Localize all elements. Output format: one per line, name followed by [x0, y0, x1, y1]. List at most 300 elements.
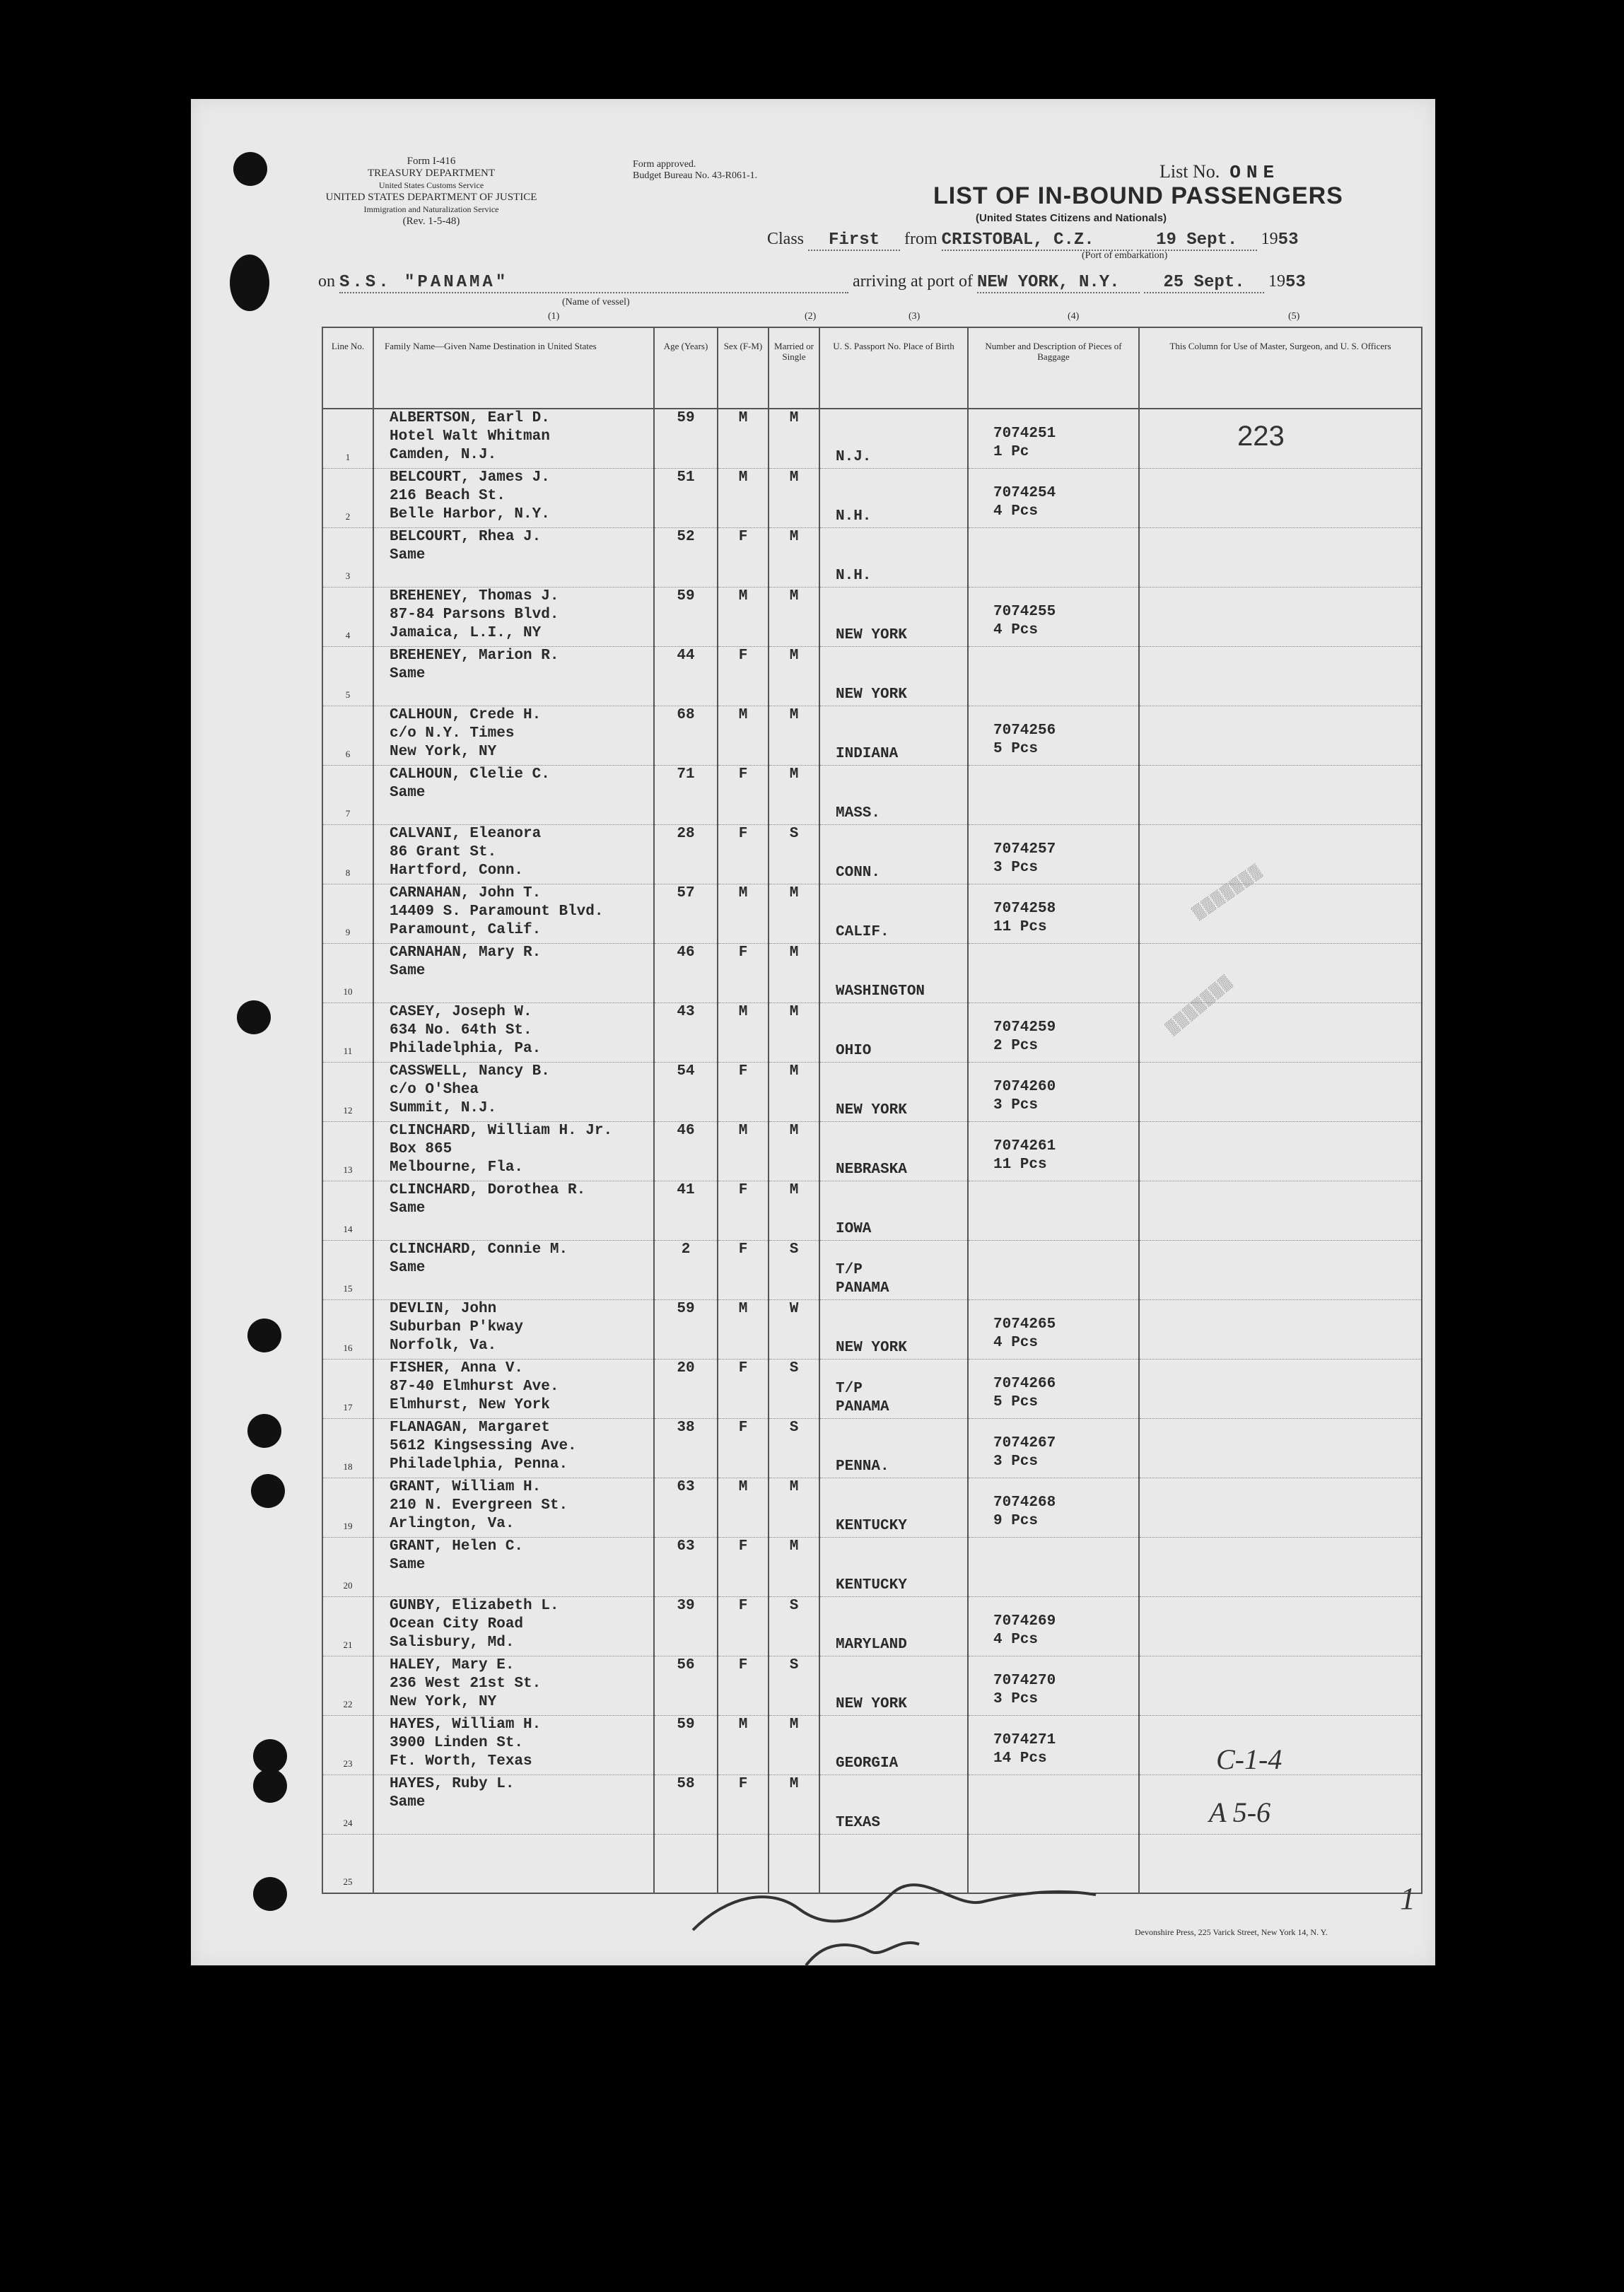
passenger-sex: M	[718, 409, 769, 468]
punch-hole	[253, 1877, 287, 1911]
baggage	[968, 409, 1139, 468]
place-of-birth-text: NEBRASKA	[836, 1161, 907, 1178]
place-of-birth	[819, 824, 968, 884]
passenger-name	[373, 646, 654, 706]
officer-column	[1139, 1774, 1422, 1834]
year: 53	[1285, 273, 1306, 292]
line-number-text: 17	[343, 1401, 353, 1413]
passenger-name	[373, 1062, 654, 1121]
line-number-text: 12	[343, 1104, 353, 1116]
baggage	[968, 765, 1139, 824]
line-number	[322, 409, 373, 468]
column-number: (3)	[909, 311, 921, 322]
header-age: Age (Years)	[654, 327, 718, 409]
ink-stamp: ▒▒▒▒▒▒▒	[1190, 862, 1265, 921]
officer-column	[1139, 1834, 1422, 1893]
officer-note: 223	[1237, 421, 1285, 452]
punch-hole	[253, 1769, 287, 1803]
passenger-age: 58	[654, 1774, 718, 1834]
baggage-text	[969, 1775, 1138, 1791]
port-embarkation: CRISTOBAL, C.Z.	[942, 230, 1133, 251]
baggage-text: 7074259 2 Pcs	[993, 1019, 1056, 1054]
marital-status: S	[769, 1240, 819, 1299]
place-of-birth	[819, 1062, 968, 1121]
passenger-name-text: BREHENEY, Marion R. Same	[390, 647, 559, 682]
table-row	[322, 468, 1422, 527]
column-number: (1)	[548, 311, 560, 322]
passenger-name	[373, 1478, 654, 1537]
passenger-sex: M	[718, 1299, 769, 1359]
passenger-age: 71	[654, 765, 718, 824]
arrival-date: 25 Sept.	[1144, 273, 1264, 293]
officer-column	[1139, 468, 1422, 527]
baggage	[968, 1002, 1139, 1062]
line-number	[322, 1834, 373, 1893]
place-of-birth	[819, 1181, 968, 1240]
baggage-text	[969, 1835, 1138, 1850]
place-of-birth-text: NEW YORK	[836, 1101, 907, 1118]
baggage-text: 7074265 4 Pcs	[993, 1316, 1056, 1351]
page-number: 1	[1400, 1881, 1415, 1916]
baggage	[968, 1181, 1139, 1240]
passenger-name	[373, 1181, 654, 1240]
marital-status: M	[769, 646, 819, 706]
officer-column	[1139, 646, 1422, 706]
table-row	[322, 1299, 1422, 1359]
line-number	[322, 943, 373, 1002]
passenger-age: 46	[654, 1121, 718, 1181]
place-of-birth	[819, 884, 968, 943]
line-number-text: 10	[343, 986, 353, 997]
passenger-name-text: GRANT, William H. 210 N. Evergreen St. Arlington, Va.	[390, 1478, 568, 1532]
list-number	[1159, 161, 1280, 183]
baggage	[968, 1656, 1139, 1715]
punch-hole	[247, 1319, 281, 1352]
line-number-text: 4	[345, 629, 351, 641]
line-number-text: 14	[343, 1223, 353, 1234]
officer-column	[1139, 1596, 1422, 1656]
line-number	[322, 1656, 373, 1715]
line-number	[322, 1596, 373, 1656]
marital-status: M	[769, 409, 819, 468]
line-number	[322, 1774, 373, 1834]
place-of-birth-text: KENTUCKY	[836, 1517, 907, 1534]
passenger-age: 43	[654, 1002, 718, 1062]
line-number	[322, 706, 373, 765]
line-number	[322, 1478, 373, 1537]
line-number	[322, 1537, 373, 1596]
form-page	[191, 99, 1435, 1965]
table-row	[322, 1240, 1422, 1299]
passenger-sex: F	[718, 1656, 769, 1715]
customs-service: United States Customs Service	[378, 180, 484, 190]
vessel-line	[318, 272, 1421, 293]
marital-status: M	[769, 884, 819, 943]
place-of-birth-text: TEXAS	[836, 1814, 881, 1831]
passenger-sex: M	[718, 1478, 769, 1537]
place-of-birth-text: NEW YORK	[836, 1695, 907, 1712]
passenger-sex: F	[718, 1181, 769, 1240]
approval-note	[633, 159, 757, 182]
place-of-birth-text: N.H.	[836, 508, 872, 525]
passenger-name-text: CLINCHARD, William H. Jr. Box 865 Melbourne, Fla.	[390, 1122, 613, 1176]
list-label: List No.	[1159, 161, 1220, 182]
baggage	[968, 1537, 1139, 1596]
passenger-sex: F	[718, 765, 769, 824]
baggage	[968, 587, 1139, 646]
line-number	[322, 884, 373, 943]
passenger-sex: F	[718, 527, 769, 587]
passenger-sex: F	[718, 824, 769, 884]
passenger-name-text: GRANT, Helen C. Same	[390, 1538, 524, 1573]
place-of-birth	[819, 1299, 968, 1359]
passenger-sex: M	[718, 1002, 769, 1062]
header-sex: Sex (F-M)	[718, 327, 769, 409]
place-of-birth	[819, 1121, 968, 1181]
officer-column	[1139, 706, 1422, 765]
passenger-age: 38	[654, 1418, 718, 1478]
table-row	[322, 1656, 1422, 1715]
place-of-birth	[819, 468, 968, 527]
place-of-birth-text: OHIO	[836, 1042, 872, 1059]
officer-column	[1139, 587, 1422, 646]
table-row	[322, 1478, 1422, 1537]
baggage-text	[969, 647, 1138, 662]
passenger-name	[373, 527, 654, 587]
officer-column	[1139, 1478, 1422, 1537]
passenger-age: 59	[654, 1299, 718, 1359]
place-of-birth	[819, 765, 968, 824]
officer-column	[1139, 824, 1422, 884]
marital-status: M	[769, 706, 819, 765]
passenger-name	[373, 587, 654, 646]
place-of-birth-text: MASS.	[836, 805, 881, 822]
passenger-age: 46	[654, 943, 718, 1002]
passenger-name-text: CARNAHAN, Mary R. Same	[390, 944, 542, 979]
line-number-text: 6	[345, 748, 351, 759]
passenger-name-text: HAYES, Ruby L. Same	[390, 1775, 515, 1811]
officer-column	[1139, 1359, 1422, 1418]
place-of-birth-text: PENNA.	[836, 1458, 889, 1475]
marital-status: M	[769, 1062, 819, 1121]
officer-column	[1139, 1418, 1422, 1478]
justice-dept: UNITED STATES DEPARTMENT OF JUSTICE	[325, 192, 537, 203]
baggage	[968, 824, 1139, 884]
marital-status: M	[769, 1002, 819, 1062]
punch-hole	[237, 1000, 271, 1034]
passenger-name-text: ALBERTSON, Earl D. Hotel Walt Whitman Camden, N.J.	[390, 410, 550, 463]
table-row	[322, 1121, 1422, 1181]
baggage-text: 7074260 3 Pcs	[993, 1078, 1056, 1113]
marital-status: S	[769, 1359, 819, 1418]
passenger-name	[373, 1299, 654, 1359]
passenger-age: 57	[654, 884, 718, 943]
passenger-name-text: CARNAHAN, John T. 14409 S. Paramount Blvd. Paramount, Calif.	[390, 884, 604, 938]
ins-service: Immigration and Naturalization Service	[363, 204, 499, 214]
passenger-name-text: HALEY, Mary E. 236 West 21st St. New York, NY	[390, 1656, 542, 1710]
passenger-sex: F	[718, 646, 769, 706]
passenger-name	[373, 1834, 654, 1893]
place-of-birth	[819, 1002, 968, 1062]
passenger-name	[373, 1537, 654, 1596]
passenger-age: 56	[654, 1656, 718, 1715]
baggage-text: 7074256 5 Pcs	[993, 722, 1056, 757]
passenger-age: 2	[654, 1240, 718, 1299]
baggage-text: 7074261 11 Pcs	[993, 1138, 1056, 1173]
table-row	[322, 587, 1422, 646]
place-of-birth	[819, 646, 968, 706]
place-of-birth-text: KENTUCKY	[836, 1577, 907, 1594]
passenger-name	[373, 1418, 654, 1478]
table-row	[322, 1181, 1422, 1240]
line-number	[322, 1240, 373, 1299]
line-number-text: 9	[345, 926, 351, 937]
punch-hole	[247, 1414, 281, 1448]
baggage	[968, 1062, 1139, 1121]
passenger-age: 63	[654, 1537, 718, 1596]
passenger-name-text: BELCOURT, Rhea J. Same	[390, 528, 542, 563]
place-of-birth	[819, 1240, 968, 1299]
passenger-age: 68	[654, 706, 718, 765]
line-number	[322, 468, 373, 527]
marital-status: M	[769, 1537, 819, 1596]
baggage	[968, 646, 1139, 706]
officer-column	[1139, 1181, 1422, 1240]
table-row	[322, 1062, 1422, 1121]
line-number	[322, 1181, 373, 1240]
officer-column	[1139, 1656, 1422, 1715]
marital-status: M	[769, 943, 819, 1002]
baggage-text: 7074255 4 Pcs	[993, 603, 1056, 638]
passenger-sex: M	[718, 468, 769, 527]
table-row	[322, 1537, 1422, 1596]
line-number	[322, 1715, 373, 1774]
baggage-text	[969, 1241, 1138, 1256]
line-number-text: 2	[345, 510, 351, 522]
place-of-birth	[819, 1537, 968, 1596]
passenger-sex: F	[718, 1418, 769, 1478]
marital-status: S	[769, 824, 819, 884]
line-number-text: 19	[343, 1520, 353, 1531]
line-number-text: 1	[345, 451, 351, 462]
line-number-text: 13	[343, 1164, 353, 1175]
vessel-name: S.S. "PANAMA"	[339, 273, 848, 293]
place-of-birth-text: INDIANA	[836, 745, 899, 762]
passenger-name-text: BELCOURT, James J. 216 Beach St. Belle Harbor, N.Y.	[390, 469, 550, 522]
officer-column	[1139, 1240, 1422, 1299]
officer-column	[1139, 884, 1422, 943]
place-of-birth	[819, 706, 968, 765]
form-title: LIST OF IN-BOUND PASSENGERS	[933, 182, 1343, 209]
place-of-birth-text: NEW YORK	[836, 1339, 907, 1356]
passenger-name	[373, 1774, 654, 1834]
column-number: (4)	[1068, 311, 1080, 322]
passenger-age: 41	[654, 1181, 718, 1240]
passenger-sex: F	[718, 1596, 769, 1656]
line-number-text: 3	[345, 570, 351, 581]
line-number-text: 15	[343, 1282, 353, 1294]
place-of-birth-text: GEORGIA	[836, 1755, 899, 1772]
passenger-name-text: FLANAGAN, Margaret 5612 Kingsessing Ave. Philadelphia, Penna.	[390, 1419, 577, 1473]
passenger-age: 59	[654, 587, 718, 646]
passenger-name	[373, 1240, 654, 1299]
baggage-text: 7074271 14 Pcs	[993, 1731, 1056, 1767]
marital-status: S	[769, 1596, 819, 1656]
line-number	[322, 587, 373, 646]
passenger-name	[373, 1715, 654, 1774]
table-row	[322, 1359, 1422, 1418]
from-label: from	[904, 230, 937, 248]
baggage-text	[969, 1181, 1138, 1197]
punch-hole	[253, 1739, 287, 1773]
baggage-text	[969, 944, 1138, 959]
column-number: (2)	[805, 311, 817, 322]
passenger-name-text: CASSWELL, Nancy B. c/o O'Shea Summit, N.J.	[390, 1063, 550, 1116]
line-number-text: 21	[343, 1639, 353, 1650]
passenger-sex: M	[718, 706, 769, 765]
passenger-age: 20	[654, 1359, 718, 1418]
place-of-birth	[819, 943, 968, 1002]
baggage-text: 7074270 3 Pcs	[993, 1672, 1056, 1707]
punch-hole	[233, 152, 267, 186]
officer-column	[1139, 1121, 1422, 1181]
baggage	[968, 1478, 1139, 1537]
passenger-age: 59	[654, 409, 718, 468]
place-of-birth-text: T/P PANAMA	[836, 1380, 889, 1415]
line-number	[322, 646, 373, 706]
line-number-text: 18	[343, 1461, 353, 1472]
marital-status: S	[769, 1656, 819, 1715]
table-row	[322, 884, 1422, 943]
marital-status: M	[769, 1715, 819, 1774]
printer-imprint: Devonshire Press, 225 Varick Street, New York 14, N. Y.	[1135, 1927, 1328, 1937]
embark-date: 19 Sept.	[1137, 230, 1257, 251]
passenger-name-text: CLINCHARD, Dorothea R. Same	[390, 1181, 586, 1217]
marital-status: M	[769, 1774, 819, 1834]
baggage-text: 7074254 4 Pcs	[993, 484, 1056, 520]
header-baggage: Number and Description of Pieces of Baggage	[968, 327, 1139, 409]
place-of-birth-text: MARYLAND	[836, 1636, 907, 1653]
baggage-text	[969, 528, 1138, 544]
passenger-name-text: HAYES, William H. 3900 Linden St. Ft. Worth, Texas	[390, 1716, 542, 1770]
passenger-sex: F	[718, 1062, 769, 1121]
place-of-birth	[819, 1478, 968, 1537]
table-row	[322, 1002, 1422, 1062]
year-prefix: 19	[1261, 230, 1278, 248]
passenger-name	[373, 884, 654, 943]
marital-status: M	[769, 527, 819, 587]
passenger-age: 28	[654, 824, 718, 884]
line-number-text: 11	[343, 1045, 353, 1056]
passenger-name-text: CLINCHARD, Connie M. Same	[390, 1241, 568, 1276]
baggage	[968, 1359, 1139, 1418]
line-number-text: 8	[345, 867, 351, 878]
embarkation-caption: (Port of embarkation)	[1082, 250, 1168, 261]
marital-status: M	[769, 587, 819, 646]
place-of-birth	[819, 1656, 968, 1715]
ink-stamp: ▒▒▒▒▒▒▒	[1163, 973, 1235, 1036]
officer-column	[1139, 1062, 1422, 1121]
passenger-name	[373, 1656, 654, 1715]
passenger-name-text: CALHOUN, Clelie C. Same	[390, 766, 550, 801]
handwritten-note: C-1-4	[1216, 1743, 1283, 1775]
punch-hole	[230, 255, 269, 311]
header-married: Married or Single	[769, 327, 819, 409]
table-row	[322, 943, 1422, 1002]
passenger-name	[373, 1002, 654, 1062]
place-of-birth-text: NEW YORK	[836, 626, 907, 643]
table-row	[322, 527, 1422, 587]
place-of-birth	[819, 1715, 968, 1774]
place-of-birth-text: IOWA	[836, 1220, 872, 1237]
baggage-text: 7074267 3 Pcs	[993, 1434, 1056, 1470]
table-row	[322, 706, 1422, 765]
passenger-sex: M	[718, 587, 769, 646]
passenger-name-text: CALVANI, Eleanora 86 Grant St. Hartford, Conn.	[390, 825, 542, 879]
line-number-text: 25	[343, 1876, 353, 1887]
arrival-port: NEW YORK, N.Y.	[977, 273, 1140, 293]
place-of-birth-text: CALIF.	[836, 923, 889, 940]
passenger-name	[373, 1121, 654, 1181]
line-number-text: 20	[343, 1579, 353, 1591]
passenger-name	[373, 943, 654, 1002]
passenger-age: 52	[654, 527, 718, 587]
passenger-table	[322, 327, 1423, 1894]
passenger-name-text: BREHENEY, Thomas J. 87-84 Parsons Blvd. Jamaica, L.I., NY	[390, 587, 559, 641]
passenger-name-text: CASEY, Joseph W. 634 No. 64th St. Philadelphia, Pa.	[390, 1003, 542, 1057]
passenger-name	[373, 468, 654, 527]
baggage	[968, 1774, 1139, 1834]
treasury-dept: TREASURY DEPARTMENT	[367, 168, 496, 179]
line-number-text: 16	[343, 1342, 353, 1353]
passenger-sex: M	[718, 1715, 769, 1774]
form-number: Form I-416	[407, 156, 456, 167]
header-passport: U. S. Passport No. Place of Birth	[819, 327, 968, 409]
place-of-birth-text: NEW YORK	[836, 686, 907, 703]
baggage	[968, 1715, 1139, 1774]
marital-status: W	[769, 1299, 819, 1359]
place-of-birth	[819, 587, 968, 646]
line-number	[322, 1418, 373, 1478]
baggage-text: 7074257 3 Pcs	[993, 841, 1056, 876]
baggage-text: 7074268 9 Pcs	[993, 1494, 1056, 1529]
class-line	[767, 230, 1432, 251]
agency-header	[318, 156, 544, 228]
marital-status: S	[769, 1418, 819, 1478]
baggage-text: 7074251 1 Pc	[993, 426, 1056, 460]
passenger-age: 39	[654, 1596, 718, 1656]
passenger-age: 63	[654, 1478, 718, 1537]
baggage	[968, 1121, 1139, 1181]
class-label: Class	[767, 230, 805, 248]
punch-hole	[251, 1474, 285, 1508]
officer-column	[1139, 1299, 1422, 1359]
officer-column	[1139, 943, 1422, 1002]
baggage	[968, 527, 1139, 587]
passenger-age: 51	[654, 468, 718, 527]
budget-bureau: Budget Bureau No. 43-R061-1.	[633, 170, 758, 181]
baggage-text: 7074269 4 Pcs	[993, 1613, 1056, 1648]
year-prefix: 19	[1268, 272, 1285, 291]
list-value: ONE	[1229, 162, 1280, 183]
place-of-birth-text: N.H.	[836, 567, 872, 584]
approval-text: Form approved.	[633, 159, 696, 170]
officer-signature	[686, 1866, 1110, 1972]
on-label: on	[318, 272, 335, 291]
passenger-age: 54	[654, 1062, 718, 1121]
header-name: Family Name—Given Name Destination in United States	[373, 327, 654, 409]
place-of-birth-text: N.J.	[836, 448, 872, 465]
